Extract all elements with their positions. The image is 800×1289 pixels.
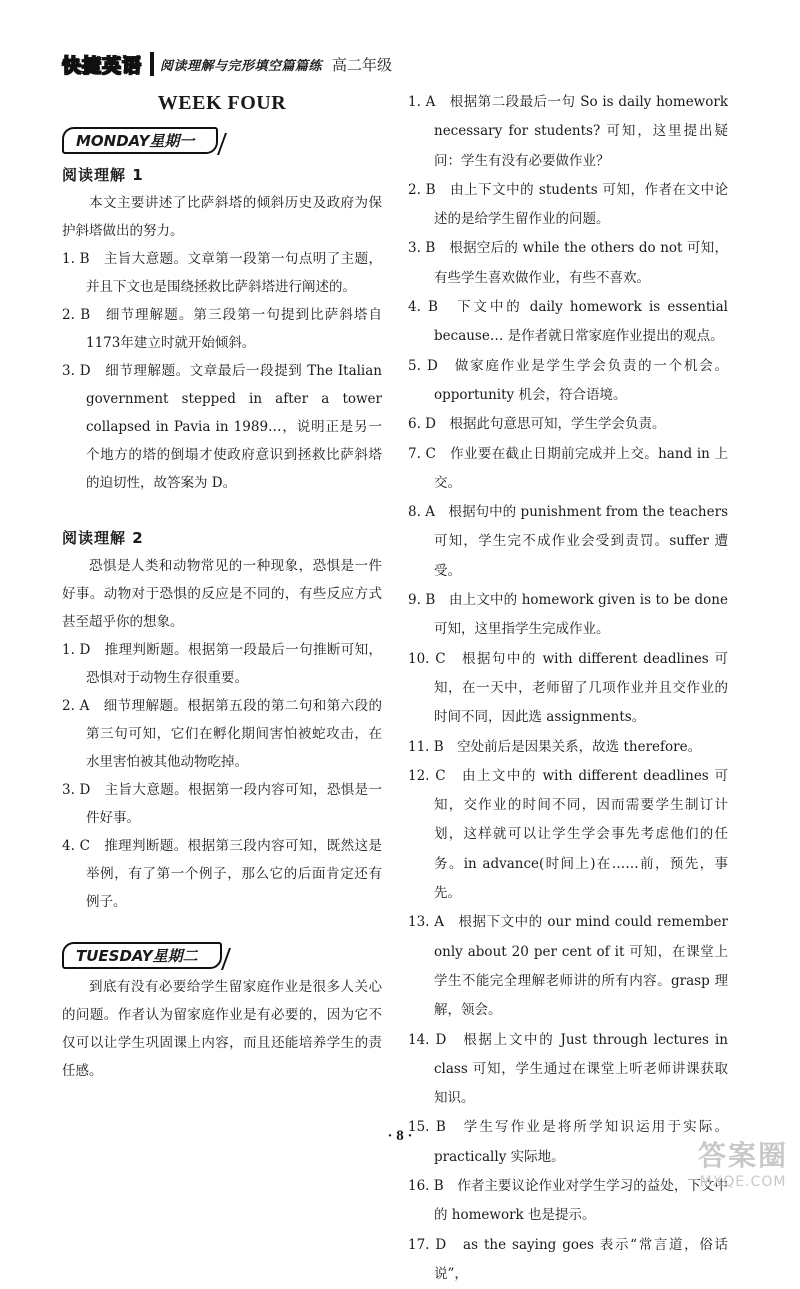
cloze-answer: 1. A 根据第二段最后一句 So is daily homework necessary for students? 可知，这里提出疑问：学生有没有必要做作业？ <box>408 94 728 169</box>
reading2-answer: 2. A 细节理解题。根据第五段的第二句和第六段的第三句可知，它们在孵化期间害怕被蛇攻击，在水里害怕被其他动物吃掉。 <box>62 698 382 770</box>
cloze-answer: 3. B 根据空后的 while the others do not 可知，有些学生喜欢做作业，有些不喜欢。 <box>408 240 728 286</box>
cloze-answer: 2. B 由上下文中的 students 可知，作者在文中论述的是给学生留作业的问题。 <box>408 181 728 228</box>
cloze-answer: 5. D 做家庭作业是学生学会负责的一个机会。opportunity 机会，符合语境。 <box>408 357 728 403</box>
tuesday-tag: TUESDAY星期二 <box>62 942 222 969</box>
page-header <box>62 50 392 78</box>
reading1-answer: 2. B 细节理解题。第三段第一句提到比萨斜塔自1173年建立时就开始倾斜。 <box>62 307 382 351</box>
brand-logo: 快捷英语 <box>62 54 143 77</box>
cloze-answer: 14. D 根据上文中的 Just through lectures in class 可知，学生通过在课堂上听老师讲课获取知识。 <box>408 1031 728 1107</box>
reading2-title: 阅读理解 2 <box>62 529 144 547</box>
reading2-answer: 4. C 推理判断题。根据第三段内容可知，既然这是举例，有了第一个例子，那么它的后面肯定还有例子。 <box>62 838 382 910</box>
cloze-answer: 17. D as the saying goes 表示“常言道，俗话说”， <box>408 1236 728 1282</box>
grade-label: 高二年级 <box>332 55 393 74</box>
reading1-answer: 1. B 主旨大意题。文章第一段第一句点明了主题，并且下文也是围绕拯救比萨斜塔进行阐述的。 <box>62 251 382 295</box>
reading2-answer: 3. D 主旨大意题。根据第一段内容可知，恐惧是一件好事。 <box>62 782 382 826</box>
cloze-answer: 6. D 根据此句意思可知，学生学会负责。 <box>408 416 666 433</box>
tuesday-summary: 到底有没有必要给学生留家庭作业是很多人关心的问题。作者认为留家庭作业是有必要的，因为它不仅可以让学生巩固课上内容，而且还能培养学生的责任感。 <box>62 979 382 1079</box>
week-title: WEEK FOUR <box>157 92 287 114</box>
right-column <box>408 88 728 1289</box>
watermark-url: MXQE.COM <box>699 1174 787 1190</box>
cloze-answer: 9. B 由上文中的 homework given is to be done 可知，这里指学生完成作业。 <box>408 592 728 638</box>
monday-tag: MONDAY星期一 <box>62 127 218 154</box>
book-subtitle: 阅读理解与完形填空篇篇练 <box>160 58 323 74</box>
reading1-title: 阅读理解 1 <box>62 166 144 184</box>
cloze-answer: 10. C 根据句中的 with different deadlines 可知，在一天中，老师留了几项作业并且交作业的时间不同，因此选 assignments。 <box>408 650 728 726</box>
left-column <box>62 88 382 1085</box>
cloze-answer: 7. C 作业要在截止日期前完成并上交。hand in 上交。 <box>408 445 728 491</box>
cloze-answer: 12. C 由上文中的 with different deadlines 可知，交作业的时间不同，因而需要学生制订计划，这样就可以让学生学会事先考虑他们的任务。in advance(时间上)在……前，预先，事先。 <box>408 767 728 902</box>
reading1-answer: 3. D 细节理解题。文章最后一段提到 The Italian government stepped in after a tower collapsed in Pavia in 1989…，说明正是另一个地方的塔的倒塌才使政府意识到拯救比萨斜塔的迫切性，故答案为 D。 <box>62 363 382 491</box>
cloze-answer: 11. B 空处前后是因果关系，故选 therefore。 <box>408 738 702 755</box>
cloze-answer: 13. A 根据下文中的 our mind could remember only about 20 per cent of it 可知，在课堂上学生不能完全理解老师讲的所有内容。grasp 理解，领会。 <box>408 914 728 1019</box>
cloze-answer: 4. B 下文中的 daily homework is essential because… 是作者就日常家庭作业提出的观点。 <box>408 299 728 345</box>
header-divider <box>150 52 154 76</box>
cloze-answer: 8. A 根据句中的 punishment from the teachers 可知，学生完不成作业会受到责罚。suffer 遭受。 <box>408 504 728 579</box>
reading1-summary: 本文主要讲述了比萨斜塔的倾斜历史及政府为保护斜塔做出的努力。 <box>62 195 382 239</box>
watermark-logo-text: 答案圈 <box>697 1139 788 1172</box>
site-watermark <box>698 1134 788 1190</box>
cloze-answer: 16. B 作者主要议论作业对学生学习的益处，下文中的 homework 也是提示。 <box>408 1177 728 1224</box>
page-number: · 8 · <box>387 1128 413 1144</box>
reading2-answer: 1. D 推理判断题。根据第一段最后一句推断可知，恐惧对于动物生存很重要。 <box>62 642 382 686</box>
cloze-answer: 15. B 学生写作业是将所学知识运用于实际。practically 实际地。 <box>408 1119 728 1165</box>
reading2-summary: 恐惧是人类和动物常见的一种现象，恐惧是一件好事。动物对于恐惧的反应是不同的，有些反应方式甚至超乎你的想象。 <box>62 558 382 630</box>
